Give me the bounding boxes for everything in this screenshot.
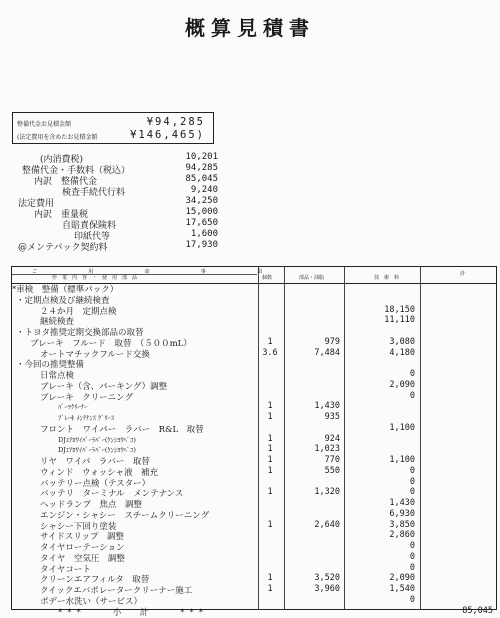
table-row (12, 541, 496, 552)
table-row (12, 305, 496, 316)
cell-item: *車検 整備（標準パック） (12, 285, 119, 295)
summary-line: 内訳 整備代金 85,045 (34, 174, 218, 187)
cell-qty: 1 (267, 465, 273, 476)
table-row (12, 369, 496, 380)
cell-tech: 2,090 (389, 379, 415, 390)
cell-item: ウィンド ウォッシャ液 補充 (40, 467, 158, 478)
cell-tech: 18,150 (384, 304, 415, 315)
cell-item: DJｴｱﾛﾜｲﾊﾟｰﾗﾊﾞｰ(ｹﾝｼﾖｳﾍﾞｺ) (58, 435, 136, 444)
table-row (12, 498, 496, 509)
estimate-table (11, 266, 497, 618)
col-header-tech: 技 術 料 (374, 275, 400, 281)
cell-tech: 0 (409, 369, 415, 379)
cell-tech: 3,080 (389, 336, 415, 347)
table-row (12, 423, 496, 434)
table-row (12, 584, 496, 595)
cell-item: バッテリー点検（テスター） (40, 478, 151, 489)
cell-parts: 7,484 (314, 347, 340, 358)
cell-item: ﾌﾞﾚｰｷ ﾒﾝﾃﾅﾝｽ ｸﾞﾘｰｽ (58, 414, 115, 422)
cell-tech: 1,100 (389, 422, 415, 433)
cell-tech: 0 (409, 594, 415, 605)
cell-qty: 1 (267, 401, 273, 412)
table-row (12, 509, 496, 520)
cell-item: ２４か月 定期点検 (40, 306, 117, 317)
cell-item: 継続検査 (40, 317, 75, 328)
table-row (12, 315, 496, 326)
total-row-maintenance (17, 116, 209, 128)
scan-mark: · ·· ·· · (398, 40, 440, 46)
cell-item: ﾊﾟｰﾂｸﾘｰﾅｰ (58, 403, 88, 412)
cell-item: リヤ ワイパ ラバー 取替 (40, 457, 150, 467)
cell-tech: 0 (409, 476, 415, 487)
table-row (12, 595, 496, 606)
cell-tech: 0 (409, 551, 415, 562)
cell-item: DJｴｱﾛﾜｲﾊﾟｰﾗﾊﾞｰ(ｹﾝｼﾖｳﾍﾞｺ) (58, 446, 136, 455)
cell-item: ブレーキ（含、パーキング）調整 (40, 381, 168, 392)
col-header-qty: 個数 (262, 275, 273, 281)
cell-item: シャシー下回り塗装 (40, 521, 117, 532)
cell-tech: 3,850 (389, 519, 415, 530)
table-row (12, 294, 496, 305)
cell-item: タイヤローテーション (40, 543, 125, 553)
cell-qty: 1 (267, 573, 273, 584)
cell-qty: 3.6 (262, 347, 278, 358)
cell-qty: 1 (267, 444, 273, 455)
cell-item: ・定期点検及び継続検査 (16, 295, 110, 306)
table-row (12, 412, 496, 423)
summary-line: 印紙代等 1,600 (74, 229, 218, 242)
cell-tech: 0 (409, 541, 415, 551)
cell-parts: 935 (324, 412, 340, 422)
summary-line: (内消費税) 10,201 (40, 152, 218, 165)
table-row (12, 444, 496, 455)
cell-tech: 6,930 (389, 508, 415, 519)
cell-item: サイドスリップ 調整 (40, 532, 124, 543)
cell-tech: 1,100 (389, 455, 415, 465)
col-header-parts: 部品・油脂 (299, 275, 325, 281)
cell-qty: 1 (267, 519, 273, 530)
col-header-total: 計 (460, 271, 466, 277)
table-row (12, 520, 496, 531)
cell-parts: 550 (324, 465, 340, 476)
table-row (12, 487, 496, 498)
estimate-total-box (12, 112, 214, 144)
table-header (12, 267, 496, 284)
cell-tech: 4,180 (389, 347, 415, 358)
cell-tech: 1,430 (389, 498, 415, 508)
cell-item: 日常点検 (40, 371, 75, 381)
cell-tech: 11,110 (384, 315, 415, 326)
cell-qty: 1 (267, 412, 273, 422)
cell-item: ・トヨタ推奨定期交換部品の取替 (16, 328, 144, 338)
cell-qty: 1 (267, 487, 273, 498)
total-label: 整備代金お見積金額 (17, 121, 72, 128)
summary-line: 法定費用 34,250 (18, 196, 218, 209)
cell-item: クイックエバポレータークリーナー施工 (40, 586, 193, 596)
cell-total: 85,045 (462, 605, 493, 616)
cell-parts: 979 (324, 336, 340, 347)
table-row (12, 358, 496, 369)
cell-parts: 1,320 (314, 487, 340, 498)
cell-parts: 924 (324, 433, 340, 444)
cell-item: エンジン・シャシー スチームクリーニング (40, 510, 210, 521)
summary-line: 整備代金・手数料（税込） 94,285 (22, 163, 218, 176)
table-row (12, 477, 496, 488)
cell-item: オートマチックフルード交換 (40, 349, 150, 360)
cell-item: タイヤ 空気圧 調整 (40, 553, 125, 564)
total-row-with-legal (17, 129, 209, 141)
document-title: 概算見積書 (185, 16, 315, 40)
cell-parts: 1,023 (314, 444, 340, 455)
cell-parts: 3,960 (314, 584, 340, 594)
cell-tech: 0 (409, 562, 415, 573)
cell-tech: 0 (409, 390, 415, 401)
table-row (12, 573, 496, 584)
table-row (12, 283, 496, 294)
table-row (12, 455, 496, 466)
cell-item: ボデー水洗い（サービス） (40, 596, 143, 607)
cell-item: バッテリ ターミナル メンテナンス (40, 489, 184, 500)
cell-parts: 1,430 (314, 401, 340, 412)
cell-tech: 1,540 (389, 584, 415, 594)
cell-item: タイヤコート (40, 564, 91, 575)
cell-item: フロント ワイパー ラバー R&L 取替 (40, 424, 204, 435)
table-row (12, 391, 496, 402)
cell-item: ブレーキ フルード 取替 （５００mL） (30, 338, 192, 349)
cell-item: クリーンエアフィルタ 取替 (40, 575, 150, 586)
cell-parts: 770 (324, 455, 340, 465)
table-row (12, 530, 496, 541)
total-amount: ¥94,285 (146, 116, 205, 128)
cell-qty: 1 (267, 433, 273, 444)
cell-item: ヘッドランプ 焦点 調整 (40, 500, 143, 510)
summary-line: 内訳 重量税 15,000 (34, 207, 218, 220)
col-header-work: 作 業 内 容 ・ 使 用 部 品 (52, 275, 138, 281)
cell-item: ・今回の推奨整備 (16, 360, 85, 371)
header-top-label: ご 用 命 事 項 (32, 269, 262, 275)
cell-qty: 1 (267, 336, 273, 347)
cell-item: ブレーキ クリーニング (40, 392, 133, 403)
cell-parts: 2,640 (314, 519, 340, 530)
subtotal-row (12, 606, 496, 617)
table-row (12, 401, 496, 412)
table-row (12, 326, 496, 337)
cell-qty: 1 (267, 455, 273, 465)
summary-line: 検査手続代行料 9,240 (62, 185, 218, 198)
table-row (12, 552, 496, 563)
cell-tech: 0 (409, 487, 415, 498)
cell-tech: 0 (409, 465, 415, 476)
table-row (12, 434, 496, 445)
cell-tech: 2,090 (389, 573, 415, 584)
table-row (12, 563, 496, 574)
table-row (12, 466, 496, 477)
cell-item: *** 小 計 *** (58, 607, 209, 618)
table-row (12, 380, 496, 391)
table-row (12, 337, 496, 348)
total-amount: ¥146,465) (130, 129, 205, 141)
summary-line: @メンテパック契約料 17,930 (18, 240, 218, 253)
summary-line: 自賠責保険料 17,650 (62, 218, 218, 231)
cell-qty: 1 (267, 584, 273, 594)
total-label: (法定費用を含めたお見積金額 (17, 134, 98, 141)
cell-tech: 2,860 (389, 530, 415, 541)
table-row (12, 348, 496, 359)
cell-parts: 3,520 (314, 573, 340, 584)
